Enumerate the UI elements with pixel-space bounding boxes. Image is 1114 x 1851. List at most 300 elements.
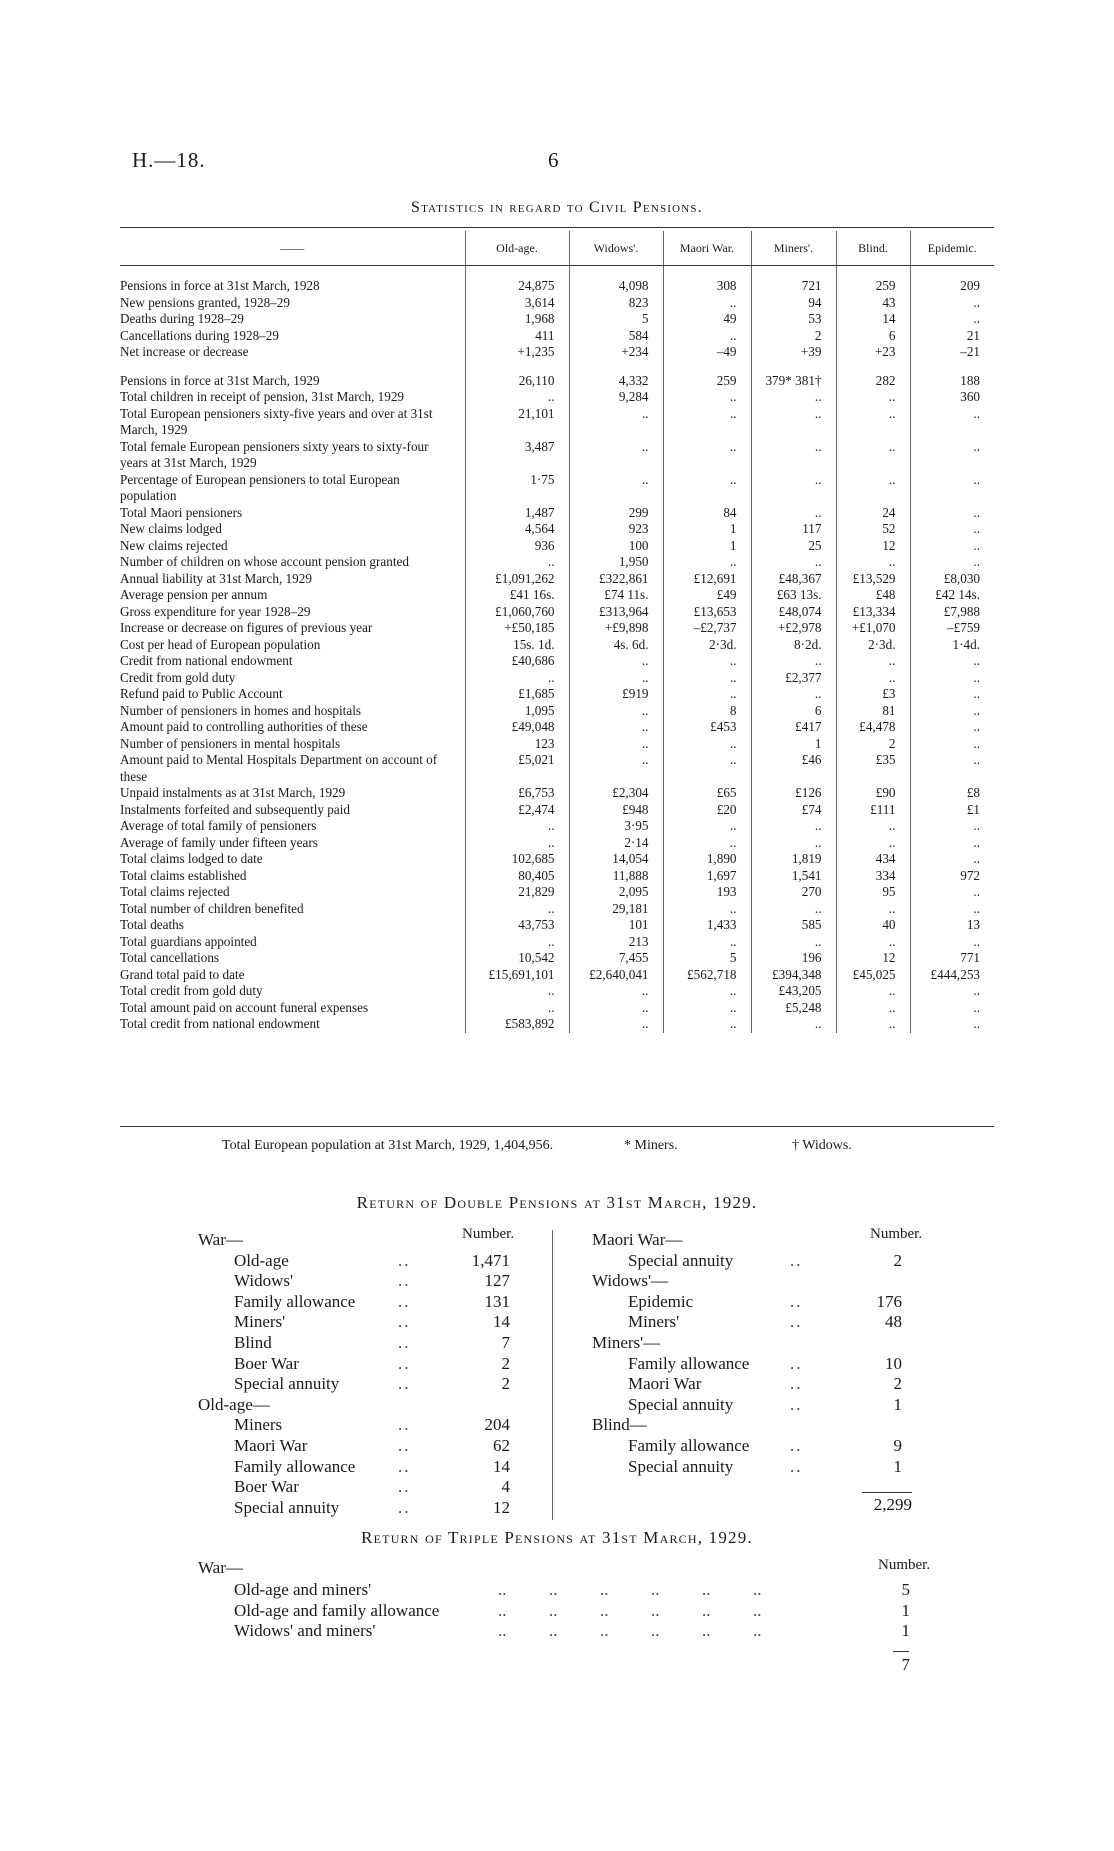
stats-row xyxy=(120,406,994,439)
pension-list-label: War— xyxy=(198,1230,243,1249)
stats-cell: 12 xyxy=(836,950,910,967)
stats-cell: 4,098 xyxy=(569,278,663,295)
stats-cell: £3 xyxy=(836,686,910,703)
stats-cell: .. xyxy=(910,311,994,328)
stats-cell: £13,529 xyxy=(836,571,910,588)
triple-list xyxy=(198,1580,918,1642)
stats-spacer-cell xyxy=(836,266,910,279)
stats-cell: 3,487 xyxy=(465,439,569,472)
triple-list-label: Old-age and family allowance xyxy=(234,1600,440,1620)
stats-cell: .. xyxy=(663,439,751,472)
stats-cell: .. xyxy=(663,472,751,505)
stats-cell: 4,564 xyxy=(465,521,569,538)
stats-cell: 102,685 xyxy=(465,851,569,868)
stats-cell: 26,110 xyxy=(465,373,569,390)
stats-cell: £90 xyxy=(836,785,910,802)
stats-cell: £919 xyxy=(569,686,663,703)
stats-row-label: Average pension per annum xyxy=(120,587,268,602)
pension-list-label: Special annuity xyxy=(628,1456,734,1476)
stats-spacer-row xyxy=(120,361,994,373)
stats-row xyxy=(120,653,994,670)
pension-list-value: 176 xyxy=(876,1291,902,1311)
stats-spacer-row xyxy=(120,266,994,279)
stats-cell: .. xyxy=(910,472,994,505)
stats-cell: 6 xyxy=(751,703,836,720)
triple-group-label: War— xyxy=(198,1558,243,1577)
stats-spacer-cell xyxy=(120,361,465,373)
stats-cell: 24,875 xyxy=(465,278,569,295)
stats-cell: 188 xyxy=(910,373,994,390)
stats-cell: 270 xyxy=(751,884,836,901)
stats-cell: £5,248 xyxy=(751,1000,836,1017)
triple-list-value: 1 xyxy=(901,1621,910,1641)
stats-spacer-cell xyxy=(663,266,751,279)
stats-cell: .. xyxy=(663,406,751,439)
stats-cell: £49,048 xyxy=(465,719,569,736)
stats-cell: .. xyxy=(751,472,836,505)
stats-cell: £1,091,262 xyxy=(465,571,569,588)
stats-cell: .. xyxy=(910,934,994,951)
stats-cell: –£2,737 xyxy=(663,620,751,637)
stats-cell: 1,819 xyxy=(751,851,836,868)
stats-cell: .. xyxy=(910,295,994,312)
stats-cell: 101 xyxy=(569,917,663,934)
pension-list-value: 127 xyxy=(484,1271,510,1291)
stats-cell: £2,640,041 xyxy=(569,967,663,984)
stats-cell: £48 xyxy=(836,587,910,604)
stats-row xyxy=(120,1016,994,1033)
stats-cell: .. xyxy=(569,736,663,753)
leader-dots: .. xyxy=(790,1435,803,1455)
stats-cell: 259 xyxy=(836,278,910,295)
pension-list-label: Miners' xyxy=(234,1312,286,1332)
stats-cell: £1 xyxy=(910,802,994,819)
stats-cell: £4,478 xyxy=(836,719,910,736)
col-header-widows: Widows'. xyxy=(569,231,663,266)
pension-list-label: Maori War— xyxy=(592,1230,683,1249)
stats-cell: 3,614 xyxy=(465,295,569,312)
stats-row-label: Number of pensioners in homes and hospitals xyxy=(120,702,362,718)
stats-cell: .. xyxy=(751,653,836,670)
stats-cell: 4s. 6d. xyxy=(569,637,663,654)
stats-row-label: Refund paid to Public Account xyxy=(120,686,283,701)
triple-total: 7 xyxy=(901,1655,910,1674)
stats-row-label: Total claims established xyxy=(120,867,247,883)
stats-header-row xyxy=(120,231,994,266)
stats-cell: £15,691,101 xyxy=(465,967,569,984)
stats-row xyxy=(120,967,994,984)
pension-list-value: 2 xyxy=(893,1374,902,1394)
stats-cell: +£2,978 xyxy=(751,620,836,637)
pension-list-value: 48 xyxy=(885,1312,902,1332)
stats-cell: £13,653 xyxy=(663,604,751,621)
stats-cell: .. xyxy=(910,983,994,1000)
stats-cell: .. xyxy=(663,670,751,687)
stats-cell: +1,235 xyxy=(465,344,569,361)
leader-dots: .. xyxy=(398,1332,411,1352)
stats-spacer-cell xyxy=(910,266,994,279)
stats-cell: £111 xyxy=(836,802,910,819)
stats-row xyxy=(120,868,994,885)
stats-cell: 972 xyxy=(910,868,994,885)
stats-row xyxy=(120,884,994,901)
pension-list-row xyxy=(198,1477,518,1498)
stats-row-label: Net increase or decrease xyxy=(120,344,249,359)
stats-row xyxy=(120,587,994,604)
stats-cell: 584 xyxy=(569,328,663,345)
pension-list-row xyxy=(198,1374,518,1395)
stats-cell: 1 xyxy=(663,538,751,555)
stats-cell: 1,950 xyxy=(569,554,663,571)
triple-list-row xyxy=(198,1621,918,1642)
stats-row-label: Number of pensioners in mental hospitals xyxy=(120,735,341,751)
stats-cell: .. xyxy=(465,934,569,951)
stats-cell: 94 xyxy=(751,295,836,312)
pension-list-row xyxy=(592,1436,912,1457)
stats-cell: .. xyxy=(910,736,994,753)
stats-row xyxy=(120,554,994,571)
stats-cell: 2·3d. xyxy=(663,637,751,654)
stats-cell: .. xyxy=(465,670,569,687)
stats-cell: 81 xyxy=(836,703,910,720)
stats-cell: £13,334 xyxy=(836,604,910,621)
pension-list-label: Boer War xyxy=(234,1477,299,1497)
stats-row-label: Amount paid to Mental Hospitals Department on account of these xyxy=(120,752,438,784)
pension-list-value: 1,471 xyxy=(471,1250,510,1270)
stats-cell: .. xyxy=(663,983,751,1000)
double-divider xyxy=(552,1230,553,1520)
stats-row xyxy=(120,983,994,1000)
pension-list-label: Blind xyxy=(234,1332,272,1352)
stats-cell: .. xyxy=(663,653,751,670)
pension-list-row xyxy=(592,1457,912,1478)
stats-cell: .. xyxy=(836,670,910,687)
stats-cell: .. xyxy=(465,554,569,571)
stats-cell: .. xyxy=(910,851,994,868)
stats-cell: .. xyxy=(836,389,910,406)
pension-list-row xyxy=(198,1312,518,1333)
leader-dots: .. xyxy=(790,1353,803,1373)
stats-row xyxy=(120,604,994,621)
stats-row-label: Number of children on whose account pension granted xyxy=(120,554,409,569)
stats-cell: .. xyxy=(663,295,751,312)
pension-list-value: 2 xyxy=(501,1374,510,1394)
triple-list-value: 5 xyxy=(901,1580,910,1599)
stats-bottom-rule xyxy=(120,1126,994,1127)
stats-cell: 21 xyxy=(910,328,994,345)
stats-row xyxy=(120,1000,994,1017)
stats-row-label: Gross expenditure for year 1928–29 xyxy=(120,603,311,619)
triple-pensions-title: Return of Triple Pensions at 31st March, 1929. xyxy=(361,1528,753,1547)
stats-cell: £5,021 xyxy=(465,752,569,785)
stats-cell: .. xyxy=(910,818,994,835)
stats-cell: .. xyxy=(465,983,569,1000)
leader-dots: .. .. .. .. .. .. xyxy=(498,1580,762,1599)
stats-row xyxy=(120,934,994,951)
stats-cell: 193 xyxy=(663,884,751,901)
leader-dots: .. xyxy=(398,1435,411,1455)
stats-cell: .. xyxy=(836,1000,910,1017)
stats-cell: 1 xyxy=(751,736,836,753)
stats-cell: 1,890 xyxy=(663,851,751,868)
stats-row-label: Total children in receipt of pension, 31st March, 1929 xyxy=(120,389,405,404)
stats-row xyxy=(120,950,994,967)
stats-cell: £48,367 xyxy=(751,571,836,588)
stats-cell: .. xyxy=(569,1016,663,1033)
pension-list-row xyxy=(198,1498,518,1519)
stats-row-label: Total claims lodged to date xyxy=(120,851,263,866)
double-right-number-label: Number. xyxy=(870,1226,923,1242)
stats-row-label: Annual liability at 31st March, 1929 xyxy=(120,570,312,586)
pension-list-label: Maori War xyxy=(628,1374,702,1394)
stats-cell: .. xyxy=(465,835,569,852)
stats-cell: .. xyxy=(836,1016,910,1033)
stats-cell: 823 xyxy=(569,295,663,312)
stats-cell: £313,964 xyxy=(569,604,663,621)
stats-cell: .. xyxy=(910,686,994,703)
stats-cell: 308 xyxy=(663,278,751,295)
stats-cell: +£9,898 xyxy=(569,620,663,637)
pension-list-label: Miners'— xyxy=(592,1332,661,1352)
stats-cell: 21,101 xyxy=(465,406,569,439)
stats-row xyxy=(120,851,994,868)
stats-row-label: Average of total family of pensioners xyxy=(120,818,317,833)
stats-spacer-cell xyxy=(569,266,663,279)
pension-list-row xyxy=(592,1312,912,1333)
triple-list-label: Old-age and miners' xyxy=(234,1580,372,1599)
stats-cell: £7,988 xyxy=(910,604,994,621)
pension-list-row xyxy=(592,1333,912,1354)
stats-cell: £42 14s. xyxy=(910,587,994,604)
stats-cell: £562,718 xyxy=(663,967,751,984)
triple-number-label: Number. xyxy=(878,1557,931,1573)
stats-cell: 95 xyxy=(836,884,910,901)
pension-list-row xyxy=(198,1251,518,1272)
stats-cell: 923 xyxy=(569,521,663,538)
stats-row-label: Pensions in force at 31st March, 1929 xyxy=(120,372,320,388)
stats-cell: £46 xyxy=(751,752,836,785)
miners-footnote: * Miners. xyxy=(624,1138,678,1153)
pension-list-label: Epidemic xyxy=(628,1291,694,1311)
stats-row-label: Cancellations during 1928–29 xyxy=(120,327,279,343)
stats-cell: 8·2d. xyxy=(751,637,836,654)
stats-cell: £74 xyxy=(751,802,836,819)
stats-cell: .. xyxy=(751,1016,836,1033)
stats-cell: –£759 xyxy=(910,620,994,637)
stats-cell: 13 xyxy=(910,917,994,934)
stats-cell: .. xyxy=(465,818,569,835)
stats-spacer-cell xyxy=(836,361,910,373)
stats-row xyxy=(120,439,994,472)
stats-spacer-cell xyxy=(751,361,836,373)
stats-cell: .. xyxy=(751,439,836,472)
pension-list-label: Maori War xyxy=(234,1435,308,1455)
stats-corner-header: —— xyxy=(120,231,465,266)
stats-table xyxy=(120,231,994,1033)
stats-row xyxy=(120,637,994,654)
stats-row xyxy=(120,311,994,328)
stats-cell: .. xyxy=(910,719,994,736)
pension-list-value: 62 xyxy=(493,1435,510,1455)
stats-cell: 100 xyxy=(569,538,663,555)
stats-cell: .. xyxy=(751,554,836,571)
pension-list-row xyxy=(592,1251,912,1272)
stats-cell: +£1,070 xyxy=(836,620,910,637)
stats-row-label: Instalments forfeited and subsequently paid xyxy=(120,801,350,817)
stats-cell: .. xyxy=(751,818,836,835)
stats-cell: .. xyxy=(836,406,910,439)
triple-list-row xyxy=(198,1601,918,1622)
pension-list-value: 204 xyxy=(484,1415,510,1435)
stats-cell: 334 xyxy=(836,868,910,885)
stats-cell: .. xyxy=(751,389,836,406)
stats-cell: £8 xyxy=(910,785,994,802)
stats-row xyxy=(120,620,994,637)
pension-list-value: 4 xyxy=(501,1477,510,1497)
stats-row xyxy=(120,344,994,361)
stats-cell: .. xyxy=(663,1000,751,1017)
stats-cell: 1,697 xyxy=(663,868,751,885)
pension-list-row xyxy=(198,1395,518,1416)
stats-cell: 936 xyxy=(465,538,569,555)
stats-cell: 43,753 xyxy=(465,917,569,934)
stats-cell: 14,054 xyxy=(569,851,663,868)
pension-list-label: Family allowance xyxy=(234,1456,356,1476)
stats-cell: 5 xyxy=(663,950,751,967)
stats-cell: .. xyxy=(910,835,994,852)
stats-cell: 5 xyxy=(569,311,663,328)
double-left-number-label: Number. xyxy=(462,1226,515,1242)
stats-cell: £453 xyxy=(663,719,751,736)
stats-spacer-cell xyxy=(910,361,994,373)
stats-cell: .. xyxy=(910,670,994,687)
leader-dots: .. xyxy=(790,1312,803,1332)
stats-row xyxy=(120,686,994,703)
pension-list-label: Special annuity xyxy=(234,1374,340,1394)
stats-cell: .. xyxy=(910,752,994,785)
stats-cell: .. xyxy=(663,686,751,703)
page-reference: H.—18. xyxy=(132,148,206,172)
double-right-list xyxy=(592,1230,912,1477)
stats-body xyxy=(120,266,994,1033)
col-header-miners: Miners'. xyxy=(751,231,836,266)
leader-dots: .. xyxy=(398,1291,411,1311)
stats-cell: .. xyxy=(569,752,663,785)
stats-cell: 1,433 xyxy=(663,917,751,934)
stats-cell: 585 xyxy=(751,917,836,934)
stats-cell: .. xyxy=(910,406,994,439)
stats-cell: 360 xyxy=(910,389,994,406)
stats-cell: 434 xyxy=(836,851,910,868)
stats-spacer-cell xyxy=(120,266,465,279)
triple-total-rule xyxy=(893,1651,909,1652)
pension-list-value: 1 xyxy=(893,1456,902,1476)
stats-row xyxy=(120,736,994,753)
stats-row xyxy=(120,719,994,736)
stats-cell: 49 xyxy=(663,311,751,328)
stats-row-label: Total amount paid on account funeral expenses xyxy=(120,999,369,1015)
stats-cell: .. xyxy=(569,703,663,720)
stats-row xyxy=(120,505,994,522)
stats-cell: £49 xyxy=(663,587,751,604)
stats-cell: £6,753 xyxy=(465,785,569,802)
leader-dots: .. xyxy=(398,1374,411,1394)
stats-cell: .. xyxy=(663,835,751,852)
double-pensions-title: Return of Double Pensions at 31st March, 1929. xyxy=(356,1193,758,1212)
pension-list-value: 14 xyxy=(493,1456,510,1476)
stats-cell: £2,474 xyxy=(465,802,569,819)
stats-row-label: Total Maori pensioners xyxy=(120,504,243,520)
stats-cell: 10,542 xyxy=(465,950,569,967)
stats-row xyxy=(120,802,994,819)
stats-cell: 2 xyxy=(751,328,836,345)
pension-list-value: 14 xyxy=(493,1312,510,1332)
pension-list-label: Miners' xyxy=(628,1312,680,1332)
stats-cell: .. xyxy=(910,884,994,901)
stats-cell: .. xyxy=(836,472,910,505)
stats-cell: .. xyxy=(910,505,994,522)
stats-spacer-cell xyxy=(751,266,836,279)
stats-cell: .. xyxy=(751,835,836,852)
stats-cell: £40,686 xyxy=(465,653,569,670)
stats-row xyxy=(120,295,994,312)
stats-cell: .. xyxy=(910,703,994,720)
stats-cell: £12,691 xyxy=(663,571,751,588)
stats-row-label: Grand total paid to date xyxy=(120,966,245,982)
stats-cell: .. xyxy=(663,1016,751,1033)
stats-cell: .. xyxy=(836,818,910,835)
stats-cell: 2·14 xyxy=(569,835,663,852)
stats-cell: 12 xyxy=(836,538,910,555)
stats-cell: £74 11s. xyxy=(569,587,663,604)
pension-list-label: Widows' xyxy=(234,1271,294,1291)
pension-list-value: 2 xyxy=(501,1353,510,1373)
double-total: 2,299 xyxy=(873,1495,912,1514)
leader-dots: .. xyxy=(790,1456,803,1476)
pension-list-label: Boer War xyxy=(234,1353,299,1373)
pension-list-row xyxy=(198,1457,518,1478)
stats-spacer-cell xyxy=(465,266,569,279)
stats-row xyxy=(120,538,994,555)
stats-cell: 282 xyxy=(836,373,910,390)
stats-cell: £583,892 xyxy=(465,1016,569,1033)
stats-cell: 1,541 xyxy=(751,868,836,885)
pension-list-label: Miners xyxy=(234,1415,283,1435)
leader-dots: .. xyxy=(398,1477,411,1497)
triple-list-value: 1 xyxy=(901,1600,910,1620)
stats-cell: .. xyxy=(910,554,994,571)
col-header-maori-war: Maori War. xyxy=(663,231,751,266)
stats-row-label: New claims lodged xyxy=(120,521,222,536)
stats-cell: £322,861 xyxy=(569,571,663,588)
stats-row xyxy=(120,472,994,505)
stats-cell: .. xyxy=(836,439,910,472)
stats-cell: 11,888 xyxy=(569,868,663,885)
pension-list-label: Family allowance xyxy=(234,1291,356,1311)
leader-dots: .. xyxy=(398,1353,411,1373)
double-total-rule xyxy=(862,1492,912,1493)
stats-cell: .. xyxy=(663,818,751,835)
stats-cell: 53 xyxy=(751,311,836,328)
stats-row-label: Cost per head of European population xyxy=(120,636,321,652)
stats-cell: 299 xyxy=(569,505,663,522)
stats-cell: £394,348 xyxy=(751,967,836,984)
stats-cell: .. xyxy=(569,670,663,687)
stats-row xyxy=(120,373,994,390)
leader-dots: .. .. .. .. .. .. xyxy=(498,1621,762,1641)
stats-cell: 80,405 xyxy=(465,868,569,885)
stats-cell: 1·4d. xyxy=(910,637,994,654)
